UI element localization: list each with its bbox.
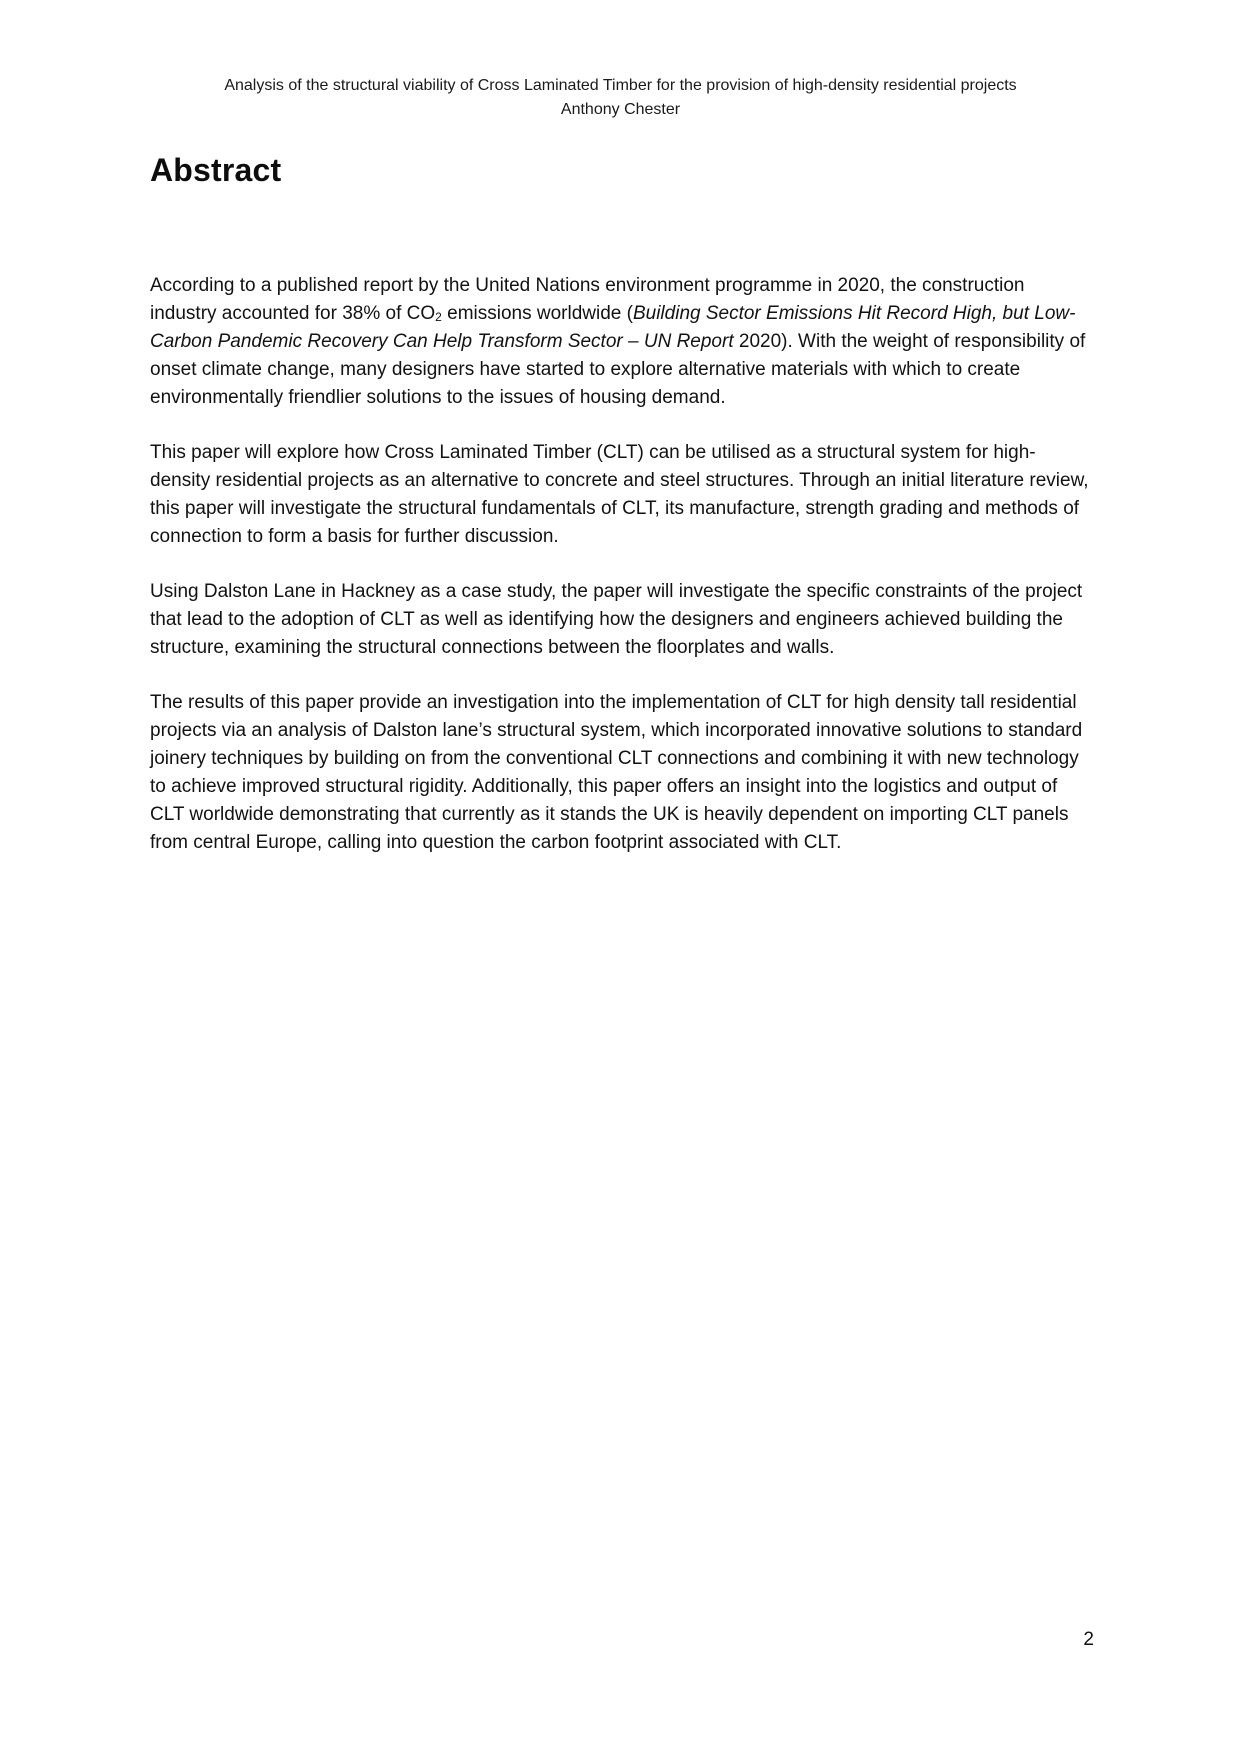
co2-subscript: 2 (435, 310, 442, 324)
abstract-paragraph-4: The results of this paper provide an investigation into the implementation of CLT for high density tall residential projects via an analysis of Dalston lane’s structural system, which incorporated innovative solutions to standard joinery techniques by building on from the conventional CLT connections and combining it with new technology to achieve improved structural rigidity. Additionally, this paper offers an insight into the logistics and output of CLT worldwide demonstrating that currently as it stands the UK is heavily dependent on importing CLT panels from central Europe, calling into question the carbon footprint associated with CLT. (150, 692, 1083, 853)
header-title: Analysis of the structural viability of Cross Laminated Timber for the provision of high-density residential projects (224, 77, 1017, 94)
abstract-paragraph-3: Using Dalston Lane in Hackney as a case study, the paper will investigate the specific constraints of the project that lead to the adoption of CLT as well as identifying how the designers and engineers achieved building the structure, examining the structural connections between the floorplates and walls. (150, 581, 1083, 658)
paragraph-1-text-tail: 2020). With the weight of responsibility of onset climate change, many designers have started to explore alternative materials with which to create environmentally friendlier solutions to the issues of housing demand. (150, 331, 1086, 408)
citation-title: Building Sector Emissions Hit Record High, but Low-Carbon Pandemic Recovery Can Help Transform Sector – UN Report (150, 303, 1076, 352)
abstract-paragraph-1 (150, 272, 1095, 412)
paragraph-1-text-cont: emissions worldwide ( (441, 303, 633, 324)
header-author: Anthony Chester (560, 101, 681, 118)
abstract-paragraph-2: This paper will explore how Cross Laminated Timber (CLT) can be utilised as a structural system for high-density residential projects as an alternative to concrete and steel structures. Through an initial literature review, this paper will investigate the structural fundamentals of CLT, its manufacture, strength grading and methods of connection to form a basis for further discussion. (150, 442, 1089, 547)
abstract-body (150, 272, 1095, 884)
section-heading: Abstract (150, 152, 282, 188)
running-header (120, 74, 1121, 122)
page-number: 2 (1083, 1629, 1094, 1650)
paragraph-1-text: According to a published report by the United Nations environment programme in 2020, the construction industry accounted for 38% of CO (150, 275, 1025, 324)
